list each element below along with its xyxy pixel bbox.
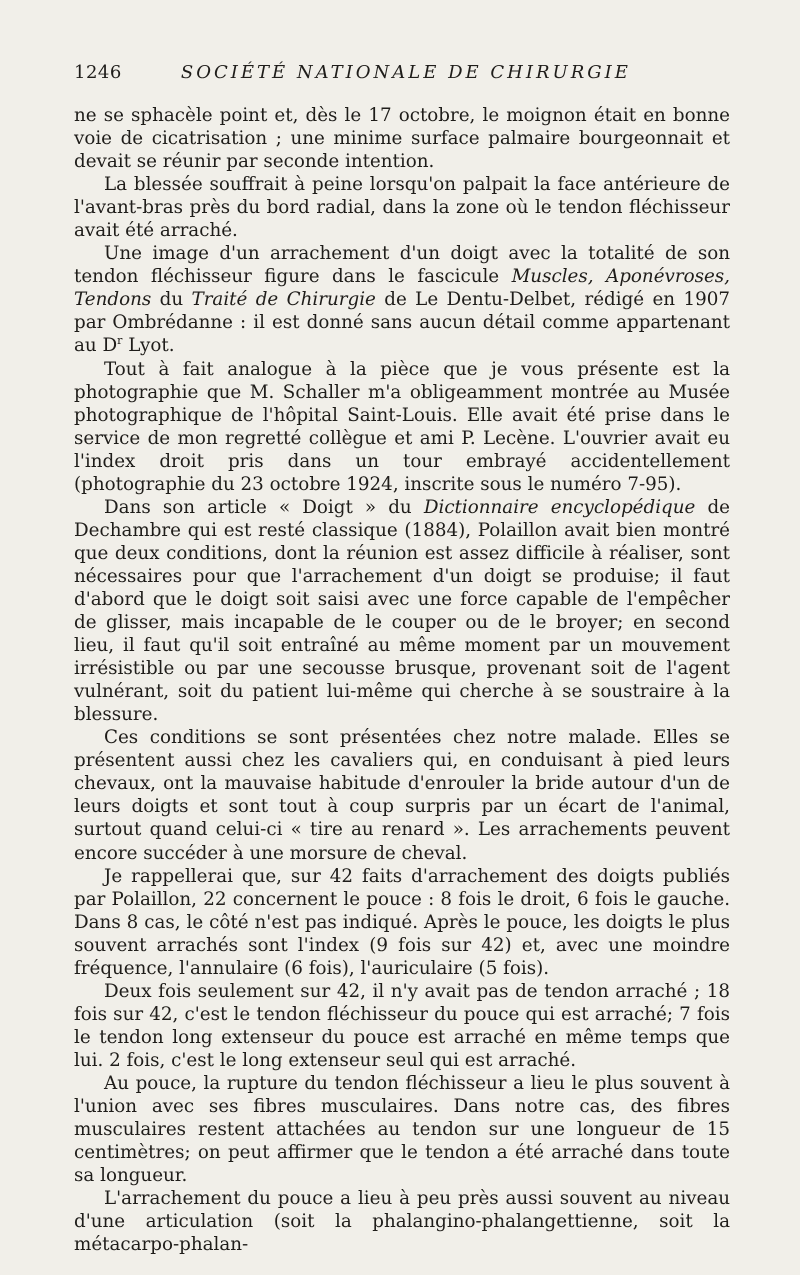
page-number: 1246 — [74, 62, 122, 83]
paragraph-9: L'arrachement du pouce a lieu à peu près aussi souvent au niveau d'une articulation (soit la phalangino-phalangettienne, soit la métacarpo-phalan- — [74, 1188, 730, 1256]
paragraph-2-text-f: Lyot. — [122, 335, 175, 357]
book-title-traite: Traité de Chirurgie — [191, 289, 376, 311]
paragraph-2-text-a: Une image d'un arrachement d'un doigt avec la totalité de son tendon fléchisseur figure dans le fascicule — [74, 243, 730, 288]
paragraph-0: ne se sphacèle point et, dès le 17 octobre, le moignon était en bonne voie de cicatrisation ; une minime surface palmaire bourgeonnait et devait se réunir par seconde intention. — [74, 105, 730, 173]
paragraph-2-text-e: de Le Dentu-Delbet, rédigé en 1907 par Ombrédanne : il est donné sans aucun détail comme appartenant au D — [74, 289, 730, 357]
paragraph-5: Ces conditions se sont présentées chez notre malade. Elles se présentent aussi chez les cavaliers qui, en conduisant à pied leurs chevaux, ont la mauvaise habitude d'enrouler la bride autour d'un de leurs doigts et sont tout à coup surpris par un écart de l'animal, surtout quand celui-ci « tire au renard ». Les arrachements peuvent encore succéder à une morsure de cheval. — [74, 727, 730, 864]
book-title-muscles: Muscles, Aponévroses, Tendons — [74, 266, 730, 311]
paragraph-2-text-c: du — [151, 289, 192, 311]
paragraph-4-text-c: de Dechambre qui est resté classique (1884), Polaillon avait bien montré que deux conditions, dont la réunion est assez difficile à réaliser, sont nécessaires pour que l'arrachement d'un doigt se produise; il faut d'abord que le doigt soit saisi avec une force capable de l'empêcher de glisser, mais incapable de le couper ou de le broyer; en second lieu, il faut qu'il soit entraîné au même moment par un mouvement irrésistible ou par une secousse brusque, provenant soit de l'agent vulnérant, soit du patient lui-même qui cherche à se soustraire à la blessure. — [74, 496, 730, 726]
paragraph-3: Tout à fait analogue à la pièce que je vous présente est la photographie que M. Schaller m'a obligeamment montrée au Musée photographique de l'hôpital Saint-Louis. Elle avait été prise dans le service de mon regretté collègue et ami P. Lecène. L'ouvrier avait eu l'index droit pris dans un tour embrayé accidentellement (photographie du 23 octobre 1924, inscrite sous le numéro 7-95). — [74, 358, 730, 495]
body-text — [74, 104, 730, 1256]
paragraph-1: La blessée souffrait à peine lorsqu'on palpait la face antérieure de l'avant-bras près du bord radial, dans la zone où le tendon fléchisseur avait été arraché. — [74, 174, 730, 242]
paragraph-7: Deux fois seulement sur 42, il n'y avait pas de tendon arraché ; 18 fois sur 42, c'est le tendon fléchisseur du pouce qui est arraché; 7 fois le tendon long extenseur du pouce est arraché en même temps que lui. 2 fois, c'est le long extenseur seul qui est arraché. — [74, 980, 730, 1071]
paragraph-4 — [74, 496, 730, 726]
paragraph-2 — [74, 242, 730, 357]
paragraph-6: Je rappellerai que, sur 42 faits d'arrachement des doigts publiés par Polaillon, 22 concernent le pouce : 8 fois le droit, 6 fois le gauche. Dans 8 cas, le côté n'est pas indiqué. Après le pouce, les doigts le plus souvent arrachés sont l'index (9 fois sur 42) et, avec une moindre fréquence, l'annulaire (6 fois), l'auriculaire (5 fois). — [74, 865, 730, 979]
doctor-superscript: r — [117, 334, 123, 348]
paragraph-4-text-a: Dans son article « Doigt » du — [104, 496, 424, 518]
running-title: SOCIÉTÉ NATIONALE DE CHIRURGIE — [180, 62, 631, 83]
book-title-dictionnaire: Dictionnaire encyclopédique — [423, 496, 696, 518]
paragraph-8: Au pouce, la rupture du tendon fléchisseur a lieu le plus souvent à l'union avec ses fibres musculaires. Dans notre cas, des fibres musculaires restent attachées au tendon sur une longueur de 15 centimètres; on peut affirmer que le tendon a été arraché dans toute sa longueur. — [74, 1072, 730, 1187]
page-header — [74, 62, 730, 83]
